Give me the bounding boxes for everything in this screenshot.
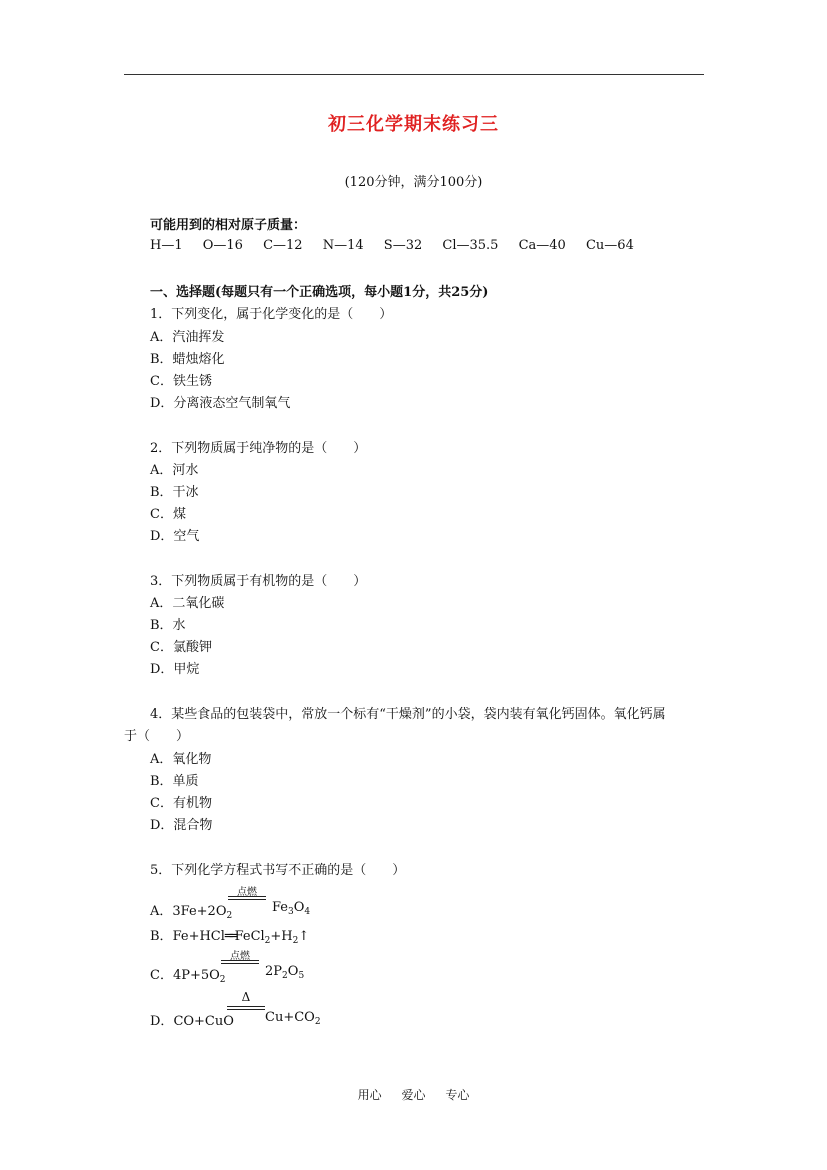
- question-2-option-d: D．空气: [150, 529, 200, 544]
- question-5-option-a: [150, 900, 232, 919]
- question-4-option-d: D．混合物: [150, 818, 213, 833]
- subscript: 2: [219, 975, 226, 985]
- question-4-option-a: A．氧化物: [150, 752, 212, 767]
- question-1-option-d: D．分离液态空气制氧气: [150, 396, 291, 411]
- question-1-stem: 1．下列变化，属于化学变化的是（ ）: [150, 307, 393, 322]
- double-line-bottom: [227, 1009, 265, 1010]
- double-line-top: [221, 960, 259, 961]
- question-5-option-d: [150, 1010, 234, 1029]
- question-3-option-a: A．二氧化碳: [150, 596, 225, 611]
- double-line-bottom: [228, 899, 266, 900]
- reaction-condition: 点燃: [230, 951, 250, 962]
- page-subtitle: (120分钟，满分100分): [344, 175, 483, 190]
- atomic-mass-heading: 可能用到的相对原子质量：: [150, 218, 307, 233]
- question-4-stem: 4．某些食品的包装袋中，常放一个标有“干燥剂”的小袋，袋内装有氧化钙固体。氧化钙属: [150, 707, 666, 722]
- atomic-mass-item: C—12: [263, 238, 303, 253]
- option-label: D．: [150, 1014, 174, 1029]
- equation-reactants: 4P+5O: [172, 968, 220, 983]
- atomic-mass-item: O—16: [202, 238, 243, 253]
- question-3-option-d: D．甲烷: [150, 662, 200, 677]
- question-4-option-b: B．单质: [150, 774, 199, 789]
- footer-text: 专心: [445, 1088, 470, 1102]
- double-line-bottom: [221, 963, 259, 964]
- atomic-mass-item: H—1: [150, 238, 183, 253]
- question-4-option-c: C．有机物: [150, 796, 212, 811]
- double-line-top: [227, 1006, 265, 1007]
- atomic-mass-item: N—14: [322, 238, 364, 253]
- option-label: B．: [150, 929, 173, 944]
- reaction-condition: Δ: [241, 990, 251, 1004]
- equation-reactants: 3Fe+2O: [172, 904, 227, 919]
- question-5-option-b: B．$Fe+HCl══FeCl_2+H_2↑$: [150, 929, 310, 946]
- question-3-option-c: C．氯酸钾: [150, 640, 212, 655]
- reaction-condition: 点燃: [237, 887, 257, 898]
- question-5-stem: 5．下列化学方程式书写不正确的是（ ）: [150, 863, 406, 878]
- atomic-mass-item: Cu—64: [585, 238, 634, 253]
- atomic-mass-item: S—32: [383, 238, 423, 253]
- atomic-mass-item: Ca—40: [518, 238, 566, 253]
- question-4-stem-continued: 于（ ）: [124, 729, 190, 744]
- question-1-option-a: A．汽油挥发: [150, 330, 225, 345]
- atomic-mass-item: Cl—35.5: [442, 238, 499, 253]
- equals-sign: ══: [224, 929, 235, 944]
- equation-reactants: Fe+HCl: [172, 929, 225, 944]
- double-line-top: [228, 896, 266, 897]
- equation-products: $Fe_3O_4$: [272, 900, 311, 917]
- header-rule: [124, 74, 704, 75]
- option-label: C．: [150, 968, 173, 983]
- gas-arrow: ↑: [298, 929, 310, 944]
- question-2-option-b: B．干冰: [150, 485, 199, 500]
- question-3-stem: 3．下列物质属于有机物的是（ ）: [150, 574, 367, 589]
- option-label: A．: [150, 904, 173, 919]
- page-title: 初三化学期末练习三: [328, 114, 499, 135]
- question-1-option-b: B．蜡烛熔化: [150, 352, 225, 367]
- question-2-option-c: C．煤: [150, 507, 186, 522]
- equation-reactants: CO+CuO: [173, 1014, 234, 1029]
- page-footer: [0, 1086, 827, 1103]
- atomic-mass-list: [150, 238, 650, 253]
- equation-products: $2P_2O_5$: [265, 964, 305, 981]
- question-5-option-c: [150, 964, 226, 983]
- equation-products: $Cu+CO_2$: [265, 1010, 321, 1027]
- footer-text: 用心: [357, 1088, 382, 1102]
- equation-products: FeCl: [234, 929, 265, 944]
- question-1-option-c: C．铁生锈: [150, 374, 212, 389]
- subscript: 2: [226, 911, 233, 921]
- footer-text: 爱心: [401, 1088, 426, 1102]
- question-3-option-b: B．水: [150, 618, 186, 633]
- section-heading: 一、选择题(每题只有一个正确选项，每小题1分，共25分): [150, 285, 489, 300]
- question-2-stem: 2．下列物质属于纯净物的是（ ）: [150, 441, 367, 456]
- question-2-option-a: A．河水: [150, 463, 199, 478]
